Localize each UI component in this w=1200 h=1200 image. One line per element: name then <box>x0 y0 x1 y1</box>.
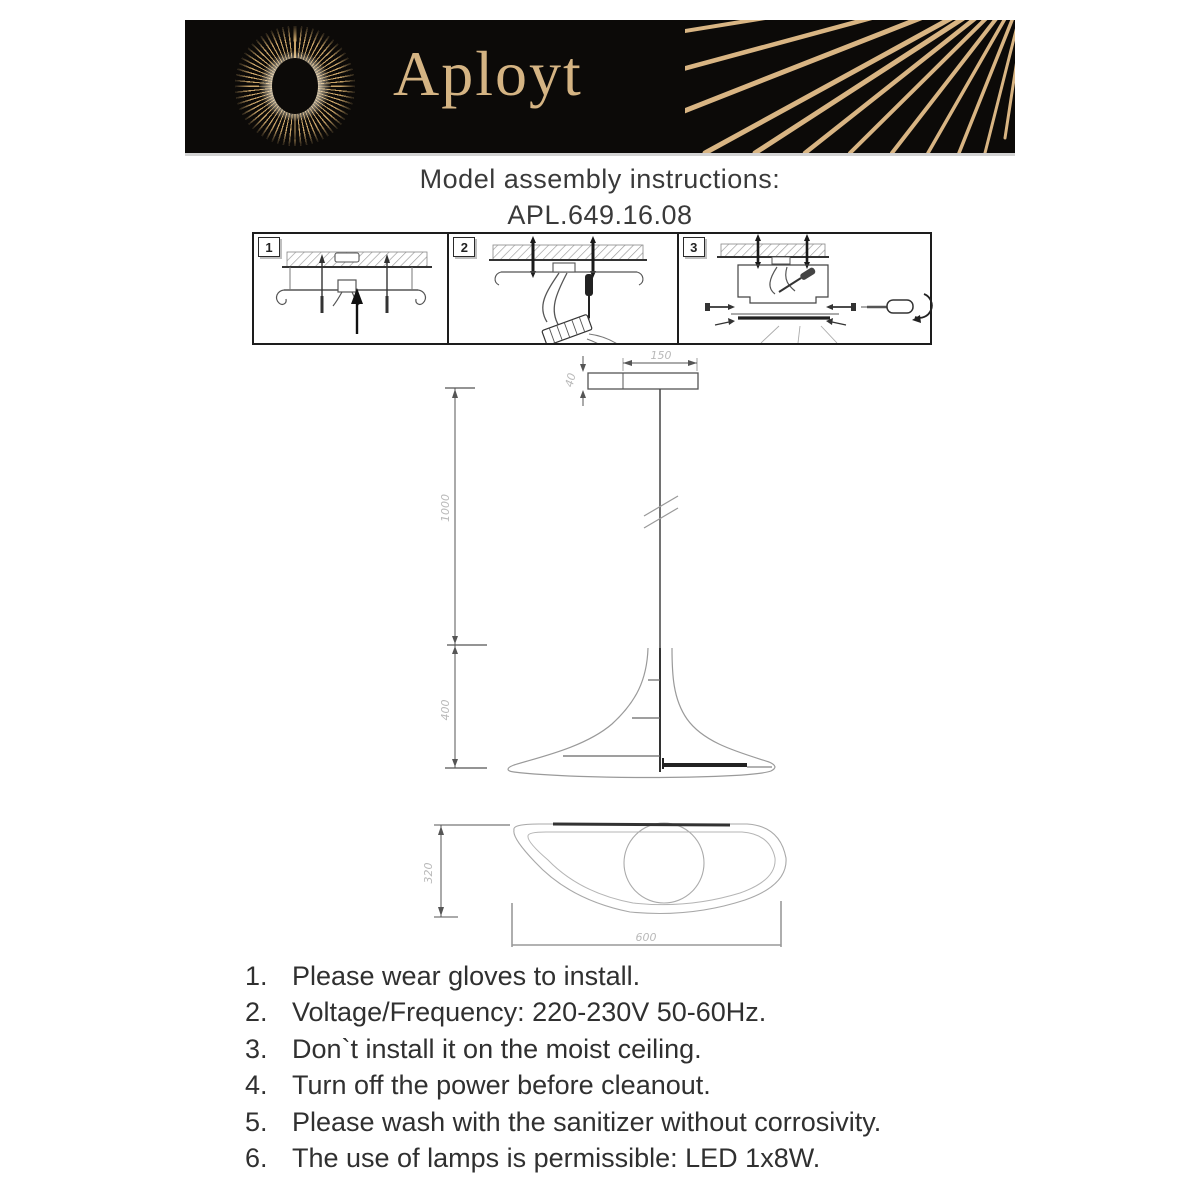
model-number: APL.649.16.08 <box>507 200 693 230</box>
instruction-item <box>245 1141 881 1178</box>
page-title: Model assembly instructions: <box>419 164 781 194</box>
assembly-step-2 <box>447 234 676 343</box>
sunburst-logo-icon <box>235 26 355 146</box>
gold-rays-icon <box>685 20 1015 153</box>
step2-diagram-icon <box>449 234 679 343</box>
assembly-step-3 <box>677 234 930 343</box>
instruction-number: 2. <box>245 997 268 1028</box>
instruction-text: The use of lamps is permissible: LED 1x8W. <box>292 1143 821 1174</box>
instruction-number: 3. <box>245 1033 268 1064</box>
instructions-list <box>245 958 881 1177</box>
shade-height-dim: 400 <box>439 699 452 721</box>
instruction-number: 1. <box>245 960 268 991</box>
step1-diagram-icon <box>254 234 448 343</box>
title-block <box>0 164 1200 231</box>
assembly-panels <box>252 232 932 345</box>
canopy-width-dim: 150 <box>650 349 672 362</box>
step-number-badge: 3 <box>683 237 705 257</box>
instruction-text: Voltage/Frequency: 220-230V 50-60Hz. <box>292 997 767 1028</box>
brand-banner <box>185 20 1015 156</box>
instruction-item <box>245 958 881 995</box>
instruction-item <box>245 1068 881 1105</box>
instruction-item <box>245 1104 881 1141</box>
instruction-text: Don`t install it on the moist ceiling. <box>292 1033 702 1064</box>
instruction-number: 5. <box>245 1106 268 1137</box>
bottom-view-diagram <box>400 795 820 967</box>
suspension-length-dim: 1000 <box>439 494 452 522</box>
instruction-text: Please wash with the sanitizer without corrosivity. <box>292 1106 882 1137</box>
instruction-text: Please wear gloves to install. <box>292 960 641 991</box>
instruction-number: 6. <box>245 1143 268 1174</box>
step-number-badge: 2 <box>453 237 475 257</box>
shade-depth-dim: 320 <box>422 862 435 884</box>
instruction-item <box>245 995 881 1032</box>
step-number-badge: 1 <box>258 237 280 257</box>
brand-wordmark: Aployt <box>393 38 583 109</box>
instruction-number: 4. <box>245 1070 268 1101</box>
shade-width-dim: 600 <box>635 931 657 944</box>
instruction-text: Turn off the power before cleanout. <box>292 1070 711 1101</box>
assembly-step-1 <box>254 234 447 343</box>
step3-diagram-icon <box>679 234 933 343</box>
instruction-item <box>245 1031 881 1068</box>
canopy-height-dim: 40 <box>562 371 579 389</box>
side-view-diagram <box>420 348 820 800</box>
